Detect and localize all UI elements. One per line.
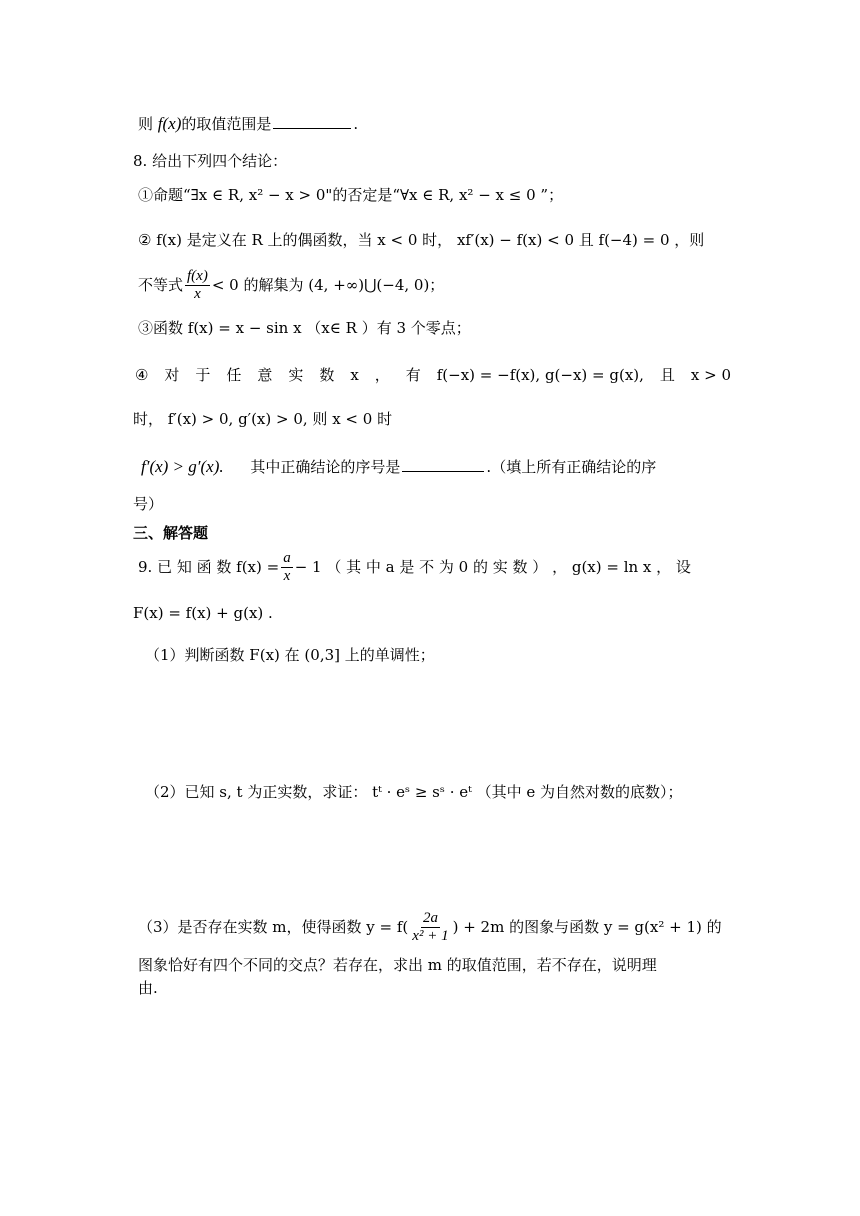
q8-conclusion-4-line2: 时， f′(x) > 0, g′(x) > 0, 则 x < 0 时 <box>133 410 393 428</box>
q8-c2-suffix: < 0 的解集为 (4, +∞)⋃(−4, 0)； <box>211 276 445 294</box>
q8-conclusion-1: ①命题“∃x ∈ R, x² − x > 0"的否定是“∀x ∈ R, x² − x ≤ 0 ”； <box>138 186 564 204</box>
q9-p3-fraction <box>410 910 450 945</box>
q9-line1 <box>138 548 691 586</box>
q8-conclusion-3: ③函数 f(x) = x − sin x （x∈ R ）有 3 个零点； <box>138 319 471 337</box>
q8-c4-token: x <box>350 366 359 384</box>
q8-c4-token: 对 <box>164 366 180 384</box>
q9-frac-num: a <box>283 549 291 566</box>
q7-end: . <box>353 115 359 133</box>
q8-intro: 8. 给出下列四个结论： <box>133 152 288 170</box>
q8-conclusion-4-line1 <box>135 364 731 386</box>
q8-c4-token: 数 <box>319 366 335 384</box>
q8-c2-fraction <box>185 268 210 303</box>
q9-p3-frac-num: 2a <box>422 909 438 926</box>
q9-part1: （1）判断函数 F(x) 在 (0,3] 上的单调性； <box>145 646 435 664</box>
q9-p3-a: （3）是否存在实数 m，使得函数 y = f( <box>138 918 409 936</box>
q8-c4-end: .（填上所有正确结论的序 <box>486 458 657 476</box>
q9-p3-frac-den: x² + 1 <box>412 927 449 944</box>
q9-line2: F(x) = f(x) + g(x) . <box>133 604 273 622</box>
q8-c4-token: ④ <box>135 366 149 384</box>
q9-part3-line2: 图象恰好有四个不同的交点？若存在，求出 m 的取值范围，若不存在，说明理 <box>138 956 657 974</box>
q8-c4-token: 意 <box>257 366 273 384</box>
q9-part3-line3: 由. <box>138 979 158 997</box>
q8-c4-token: 于 <box>195 366 211 384</box>
q7-prefix: 则 <box>138 115 154 133</box>
q8-conclusion-2-line2 <box>138 266 444 304</box>
q8-answer-blank <box>402 457 484 472</box>
q9-fraction <box>281 550 293 585</box>
q8-c4-token: 任 <box>226 366 242 384</box>
q8-c4-token: x > 0 <box>690 366 731 384</box>
q7-expr: f(x) <box>157 114 182 133</box>
q7-answer-blank <box>273 114 351 129</box>
q8-conclusion-4-line3 <box>141 456 656 478</box>
q8-c2-frac-den: x <box>194 285 201 302</box>
q7-suffix: 的取值范围是 <box>181 115 272 133</box>
q9-p3-b: ) + 2m 的图象与函数 y = g(x² + 1) 的 <box>452 918 722 936</box>
q8-c4-token: f(−x) = −f(x), g(−x) = g(x), <box>436 366 644 384</box>
q8-c4-answer-prompt: 其中正确结论的序号是 <box>250 458 401 476</box>
q9-frac-den: x <box>283 567 291 584</box>
section-title: 三、解答题 <box>133 524 209 542</box>
q8-conclusion-4-line4: 号） <box>133 495 164 513</box>
q8-c2-prefix: 不等式 <box>138 276 184 294</box>
q9-part3-line1 <box>138 906 722 948</box>
q9-line1-b: − 1 （ 其 中 a 是 不 为 0 的 实 数 ） ， g(x) = ln x ， 设 <box>294 558 691 576</box>
q9-line1-a: 9. 已 知 函 数 f(x) = <box>138 558 280 576</box>
q8-c4-token: 且 <box>659 366 675 384</box>
q8-c4-expr: f′(x) > g′(x). <box>141 457 224 476</box>
q8-c4-token: ， <box>374 366 390 384</box>
q8-conclusion-2-line1: ② f(x) 是定义在 R 上的偶函数，当 x < 0 时， xf′(x) − f(x) < 0 且 f(−4) = 0 ，则 <box>138 231 705 249</box>
q9-part2: （2）已知 s, t 为正实数，求证： tᵗ · eˢ ≥ sˢ · eᵗ （其中 e 为自然对数的底数）； <box>145 783 683 801</box>
q8-c2-frac-num: f(x) <box>187 267 208 284</box>
q7-tail-line <box>138 113 358 135</box>
q8-c4-token: 实 <box>288 366 304 384</box>
q8-c4-token: 有 <box>405 366 421 384</box>
